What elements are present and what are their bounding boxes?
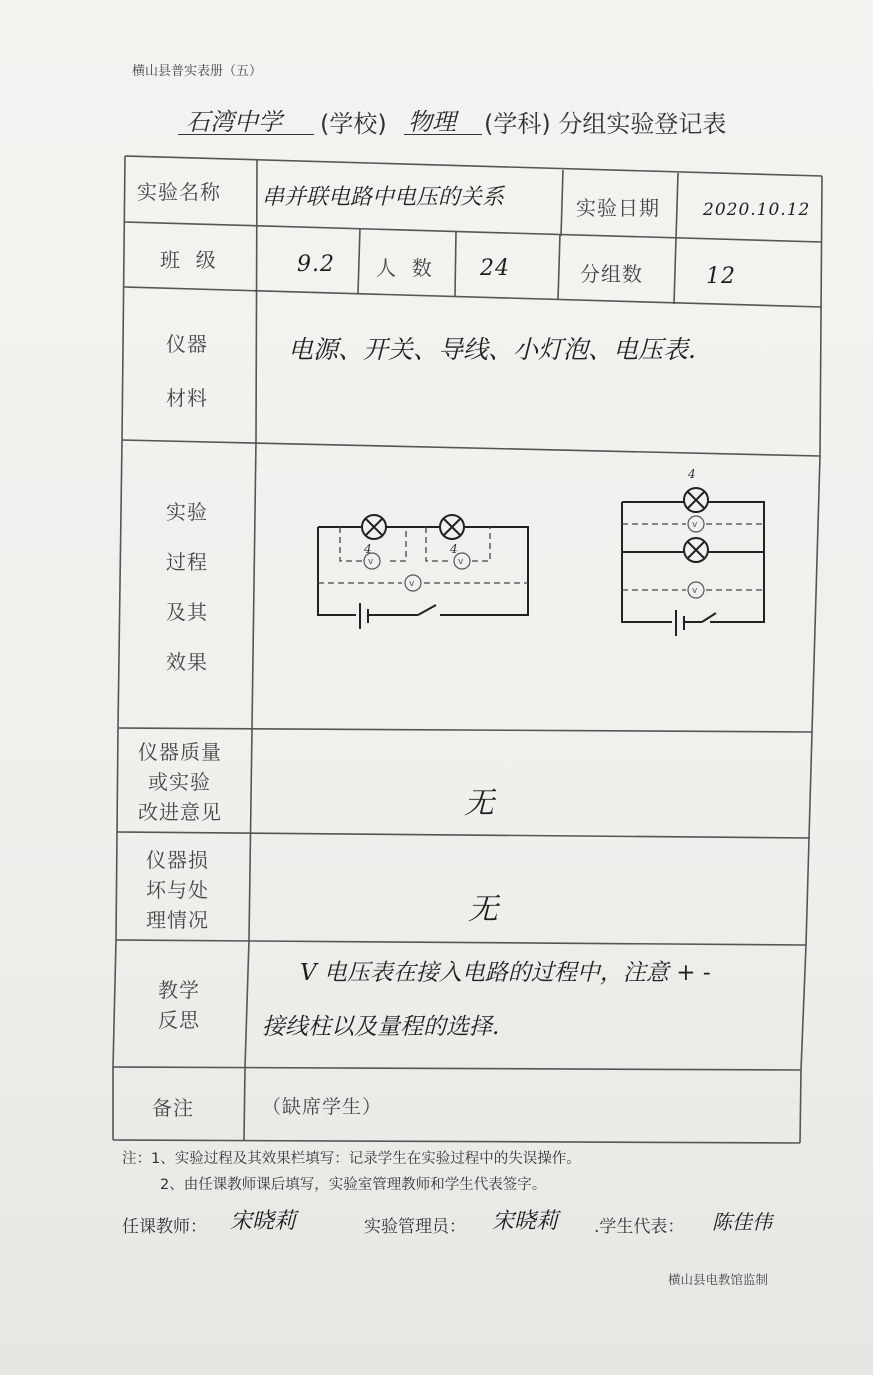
svg-text:v: v xyxy=(368,557,374,567)
remarks-value: （缺席学生） xyxy=(262,1096,383,1118)
damage-label-3: 理情况 xyxy=(146,908,209,932)
parallel-circuit-diagram xyxy=(612,462,777,647)
svg-text:v: v xyxy=(409,579,415,589)
experiment-date-value: 2020.10.12 xyxy=(703,200,811,220)
note-line-1: 注：1、实验过程及其效果栏填写：记录学生在实验过程中的失误操作。 xyxy=(122,1151,581,1167)
reflection-label-2: 反思 xyxy=(158,1008,200,1032)
svg-text:v: v xyxy=(692,586,698,596)
school-underline xyxy=(178,134,314,135)
teacher-signature: 宋晓莉 xyxy=(230,1209,297,1234)
note-line-2: 2、由任课教师课后填写，实验室管理教师和学生代表签字。 xyxy=(160,1177,547,1193)
quality-label-1: 仪器质量 xyxy=(138,740,222,764)
subject-label: (学科) 分组实验登记表 xyxy=(484,110,727,138)
quality-value: 无 xyxy=(464,786,495,821)
groups-value: 12 xyxy=(706,264,736,289)
student-signature: 陈佳伟 xyxy=(712,1210,772,1234)
signature-row xyxy=(122,1208,812,1278)
process-label-2: 过程 xyxy=(166,550,208,574)
damage-label-2: 坏与处 xyxy=(146,878,209,902)
quality-label-3: 改进意见 xyxy=(138,800,222,824)
series-label-1: 4 xyxy=(364,542,372,556)
svg-text:v: v xyxy=(692,520,698,530)
process-label-4: 效果 xyxy=(166,650,208,674)
damage-label-1: 仪器损 xyxy=(146,848,209,872)
student-label: .学生代表： xyxy=(594,1217,685,1237)
equipment-value: 电源、开关、导线、小灯泡、电压表. xyxy=(288,335,696,364)
admin-signature: 宋晓莉 xyxy=(492,1209,559,1234)
class-value: 9.2 xyxy=(297,252,335,277)
footer-publisher: 横山县电教馆监制 xyxy=(668,1272,769,1287)
quality-label-2: 或实验 xyxy=(148,770,211,794)
series-label-2: 4 xyxy=(450,542,458,556)
experiment-name-label: 实验名称 xyxy=(137,180,221,204)
process-label-3: 及其 xyxy=(166,600,208,624)
reflection-line-2: 接线柱以及量程的选择. xyxy=(262,1014,500,1040)
count-value: 24 xyxy=(480,256,510,281)
experiment-name-value: 串并联电路中电压的关系 xyxy=(262,185,505,210)
damage-value: 无 xyxy=(468,892,499,927)
svg-text:v: v xyxy=(458,557,464,567)
notes xyxy=(122,1146,581,1198)
equipment-label-1: 仪器 xyxy=(166,332,208,356)
reflection-label-1: 教学 xyxy=(158,978,200,1002)
count-label: 人 数 xyxy=(376,256,433,280)
remarks-label: 备注 xyxy=(152,1096,194,1120)
school-label: (学校) xyxy=(320,110,387,138)
form-title xyxy=(178,100,798,144)
school-name: 石湾中学 xyxy=(186,108,282,136)
experiment-date-label: 实验日期 xyxy=(576,196,660,220)
equipment-label-2: 材料 xyxy=(166,386,208,410)
subject-underline xyxy=(404,134,482,135)
admin-label: 实验管理员： xyxy=(364,1217,466,1237)
subject-name: 物理 xyxy=(408,108,456,136)
teacher-label: 任课教师： xyxy=(122,1217,207,1237)
process-label-1: 实验 xyxy=(166,500,208,524)
booklet-label: 横山县普实表册（五） xyxy=(132,64,263,79)
class-label: 班 级 xyxy=(160,248,217,272)
series-circuit-diagram xyxy=(310,505,540,645)
parallel-label: 4 xyxy=(688,467,696,481)
reflection-line-1: V 电压表在接入电路的过程中，注意 + - xyxy=(300,960,711,986)
groups-label: 分组数 xyxy=(580,262,643,286)
